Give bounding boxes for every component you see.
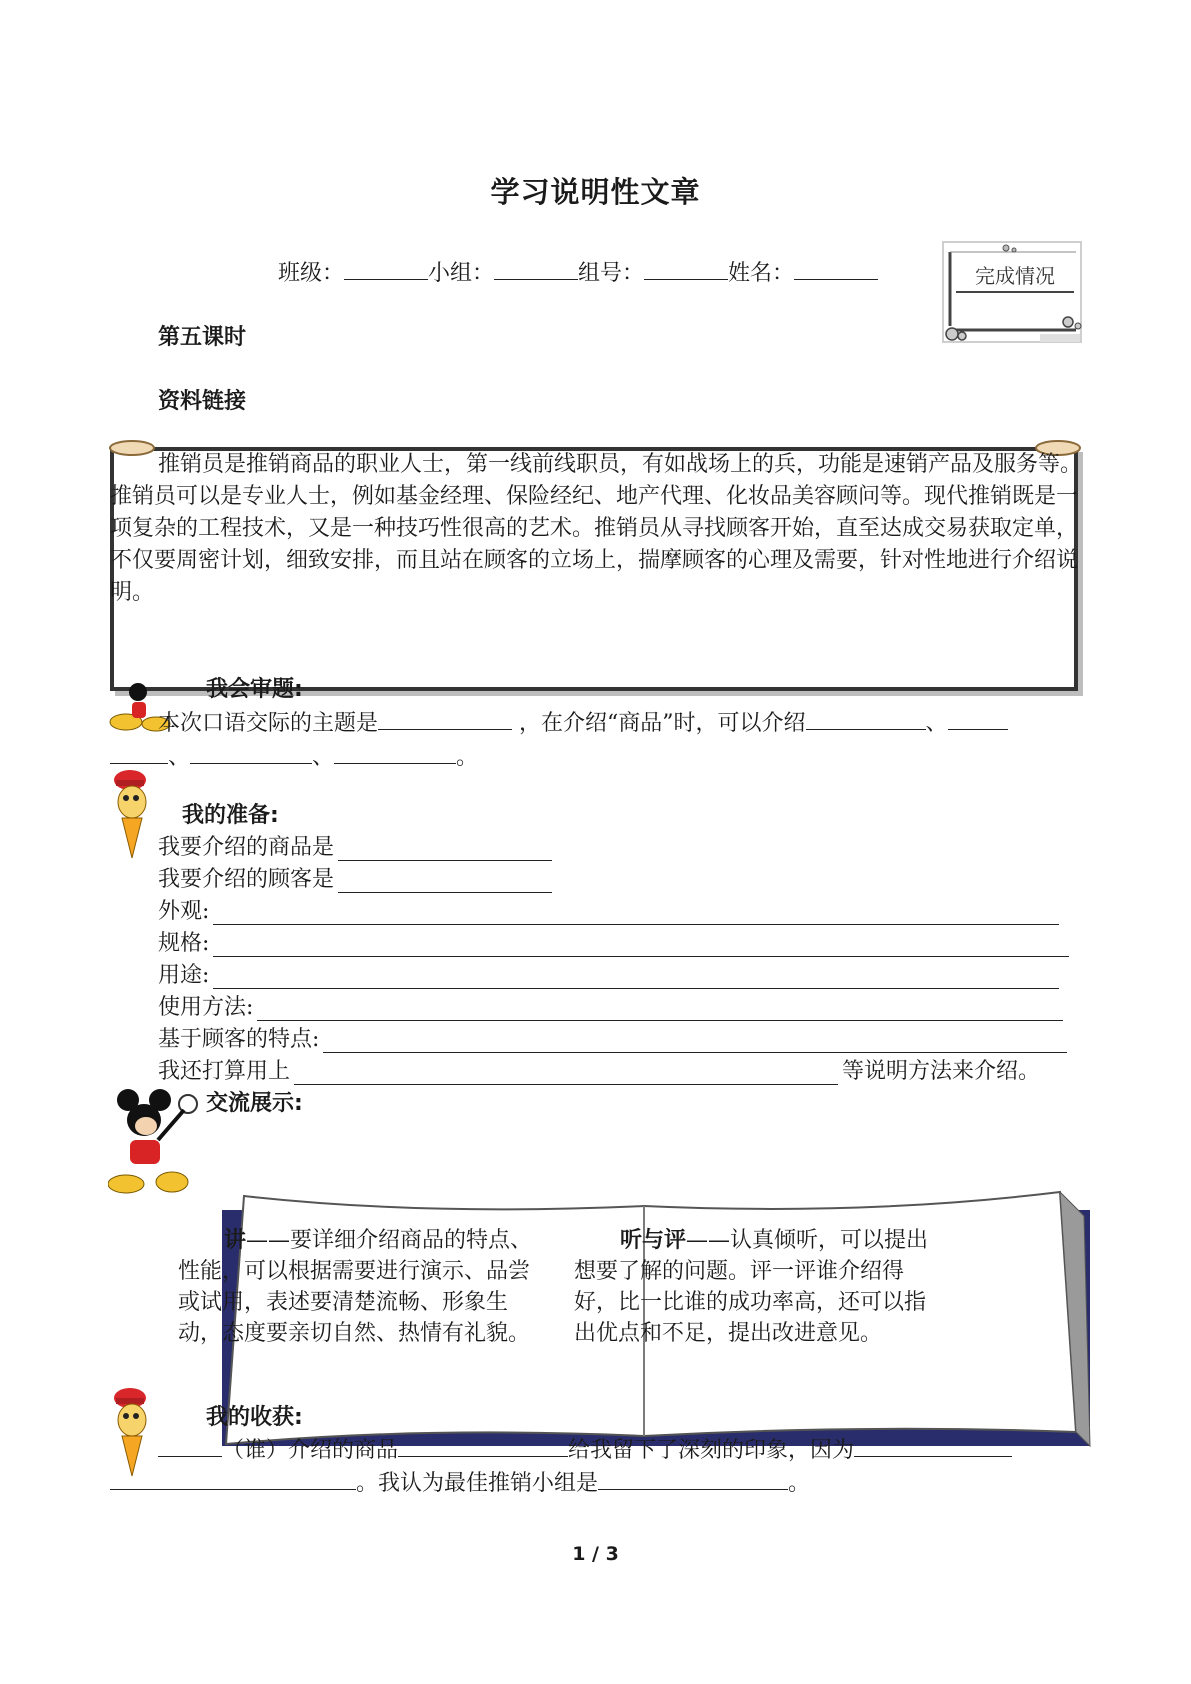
gain-product-field[interactable]	[398, 1455, 568, 1457]
usage-field[interactable]	[213, 970, 1059, 989]
mickey-pointing-icon	[108, 1086, 204, 1198]
completion-badge	[940, 238, 1086, 346]
item-field-2a[interactable]	[948, 728, 1008, 730]
pencil-mascot-icon	[108, 768, 158, 864]
book-left-body: ——要详细介绍商品的特点、性能，可以根据需要进行演示、品尝或试用，表述要清楚流畅、形象生动，态度要亲切自然、热情有礼貌。	[178, 1228, 533, 1346]
number-field[interactable]	[644, 278, 728, 280]
review-sep-2: 、	[168, 745, 191, 770]
prep-plan-label-a: 我还打算用上	[158, 1059, 291, 1084]
gain-line-1	[158, 1433, 1012, 1464]
book-left-text	[178, 1225, 540, 1349]
review-text-a: 本次口语交际的主题是	[158, 711, 379, 736]
gain-heading: 我的收获:	[206, 1405, 303, 1430]
spec-field[interactable]	[213, 938, 1069, 957]
show-heading: 交流展示:	[206, 1091, 303, 1116]
reason-field-a[interactable]	[854, 1455, 1012, 1457]
badge-frame-icon	[940, 238, 1086, 346]
review-text-b: ，在介绍“商品”时，可以介绍	[519, 711, 806, 736]
gain-best: 。我认为最佳推销小组是	[356, 1471, 599, 1496]
prep-usage-label: 用途:	[158, 963, 210, 988]
method-field[interactable]	[257, 1002, 1063, 1021]
gain-who: （谁）介绍的商品	[222, 1438, 399, 1463]
item-field-3[interactable]	[190, 762, 312, 764]
review-line-2	[110, 740, 478, 771]
review-heading: 我会审题:	[206, 677, 303, 702]
prep-usage-row	[158, 958, 1059, 989]
class-label: 班级：	[278, 261, 345, 286]
gain-end: 。	[788, 1471, 811, 1496]
prep-method-label: 使用方法:	[158, 995, 254, 1020]
badge-label: 完成情况	[975, 264, 1055, 288]
review-end: 。	[456, 745, 479, 770]
review-line-1	[158, 706, 1008, 737]
link-heading: 资料链接	[158, 389, 247, 414]
group-field[interactable]	[494, 278, 578, 280]
prep-product-label: 我要介绍的商品是	[158, 835, 335, 860]
prep-spec-label: 规格:	[158, 931, 210, 956]
page-number: 1 / 3	[572, 1543, 619, 1565]
gain-line-2	[110, 1466, 810, 1497]
product-field[interactable]	[338, 842, 552, 861]
appearance-field[interactable]	[213, 906, 1059, 925]
lesson-heading: 第五课时	[158, 325, 247, 350]
class-field[interactable]	[344, 278, 428, 280]
page-title: 学习说明性文章	[490, 175, 701, 209]
review-sep-3: 、	[312, 745, 335, 770]
reason-field-b[interactable]	[110, 1488, 356, 1490]
prep-plan-row	[158, 1054, 1040, 1085]
prep-traits-label: 基于顾客的特点:	[158, 1027, 320, 1052]
number-label: 组号：	[578, 261, 645, 286]
presenter-field[interactable]	[158, 1455, 222, 1457]
book-left-bold: 讲	[224, 1227, 247, 1253]
traits-field[interactable]	[323, 1034, 1067, 1053]
prep-customer-label: 我要介绍的顾客是	[158, 867, 335, 892]
name-field[interactable]	[794, 278, 878, 280]
item-field-2b[interactable]	[110, 762, 168, 764]
item-field-1[interactable]	[806, 728, 926, 730]
theme-field[interactable]	[378, 728, 512, 730]
customer-field[interactable]	[338, 874, 552, 893]
prep-appearance-row	[158, 894, 1059, 925]
prep-spec-row	[158, 926, 1069, 957]
book-right-body: ——认真倾听，可以提出想要了解的问题。评一评谁介绍得好，比一比谁的成功率高，还可以指出优点和不足，提出改进意见。	[574, 1228, 929, 1346]
prep-appearance-label: 外观:	[158, 899, 210, 924]
item-field-4[interactable]	[334, 762, 456, 764]
name-label: 姓名：	[728, 261, 795, 286]
book-right-bold: 听与评	[620, 1227, 687, 1253]
prep-heading: 我的准备:	[182, 803, 279, 828]
prep-method-row	[158, 990, 1063, 1021]
student-info-row	[278, 256, 878, 287]
group-label: 小组：	[428, 261, 495, 286]
plan-field[interactable]	[294, 1066, 838, 1085]
prep-plan-label-b: 等说明方法来介绍。	[842, 1059, 1041, 1084]
prep-traits-row	[158, 1022, 1067, 1053]
prep-product-row	[158, 830, 698, 861]
review-sep-1: 、	[925, 711, 948, 736]
passage-text: 推销员是推销商品的职业人士，第一线前线职员，有如战场上的兵，功能是速销产品及服务等。推销员可以是专业人士，例如基金经理、保险经纪、地产代理、化妆品美容顾问等。现代推销既是一项复杂的工程技术，又是一种技巧性很高的艺术。推销员从寻找顾客开始，直至达成交易获取定单，不仅要周密计划，细致安排，而且站在顾客的立场上，揣摩顾客的心理及需要，针对性地进行介绍说明。	[110, 452, 1083, 605]
gain-impress: 给我留下了深刻的印象，因为	[568, 1438, 855, 1463]
book-right-text	[574, 1225, 936, 1349]
prep-customer-row	[158, 862, 698, 893]
best-group-field[interactable]	[598, 1488, 788, 1490]
